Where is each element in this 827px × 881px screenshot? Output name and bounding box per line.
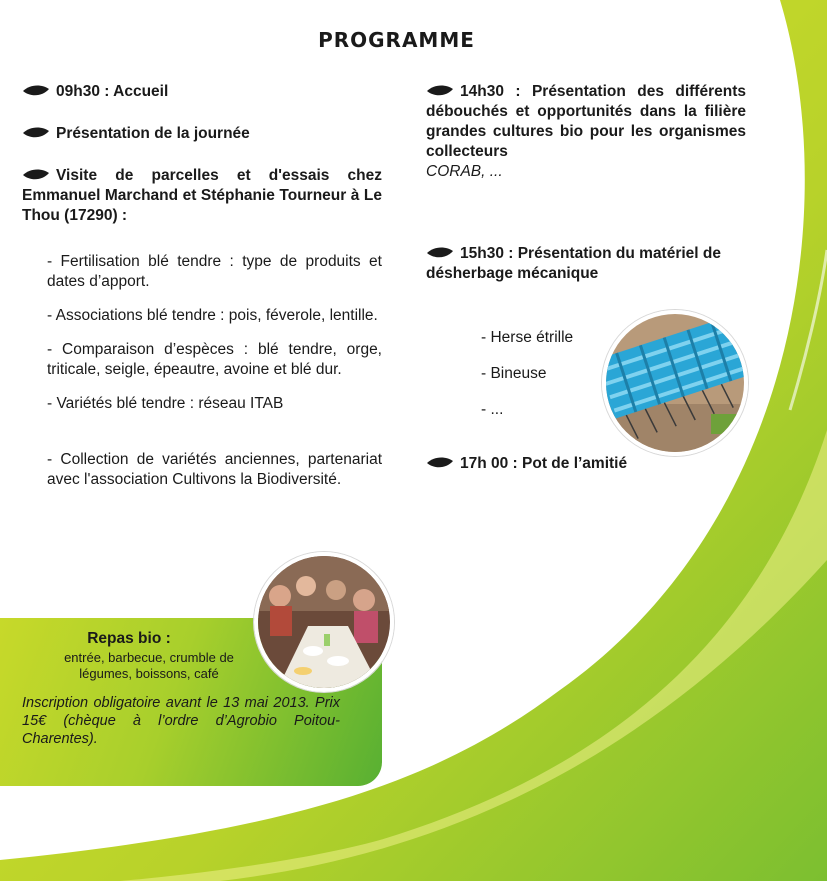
materiel-bineuse: - Bineuse	[481, 365, 547, 382]
agenda-item-1430	[426, 82, 746, 162]
agenda-item-accueil	[22, 82, 382, 102]
agenda-item-text: 17h 00 : Pot de l’amitié	[460, 455, 628, 472]
inscription-text: Inscription obligatoire avant le 13 mai 2013. Prix 15€ (chèque à l’ordre d’Agrobio Poitou-Charentes).	[22, 695, 340, 747]
sub-item-associations: - Associations blé tendre : pois, féverole, lentille.	[47, 307, 378, 324]
meal-illustration	[258, 556, 390, 688]
agenda-item-1700	[426, 454, 746, 474]
repas-title: Repas bio :	[87, 630, 171, 647]
leaf-bullet-icon	[426, 247, 454, 259]
materiel-etc: - ...	[481, 401, 504, 418]
leaf-bullet-icon	[22, 85, 50, 97]
repas-menu: entrée, barbecue, crumble de légumes, boissons, café	[64, 650, 234, 681]
page-title: PROGRAMME	[318, 28, 475, 52]
organisme-corab: CORAB, ...	[426, 163, 503, 180]
sub-item-collection: - Collection de variétés anciennes, partenariat avec l'association Cultivons la Biodiversité.	[47, 451, 382, 488]
leaf-bullet-icon	[22, 169, 50, 181]
agenda-item-text: 15h30 : Présentation du matériel de désherbage mécanique	[426, 245, 722, 282]
agenda-item-visite	[22, 166, 382, 226]
leaf-bullet-icon	[426, 85, 454, 97]
leaf-bullet-icon	[426, 457, 454, 469]
meal-photo	[254, 552, 394, 692]
left-column	[22, 82, 382, 490]
agenda-item-text: 14h30 : Présentation des différents débouchés et opportunités dans la filière grandes cultures bio pour les organismes collecteurs	[426, 83, 746, 160]
harrow-photo	[602, 310, 748, 456]
agenda-item-text: Présentation de la journée	[56, 125, 250, 142]
materiel-herse: - Herse étrille	[481, 329, 574, 346]
sub-item-varietes: - Variétés blé tendre : réseau ITAB	[47, 395, 284, 412]
agenda-item-1530	[426, 244, 746, 284]
sub-item-fertilisation: - Fertilisation blé tendre : type de produits et dates d’apport.	[47, 253, 382, 290]
leaf-bullet-icon	[22, 127, 50, 139]
agenda-item-text: 09h30 : Accueil	[56, 83, 169, 100]
sub-item-comparaison: - Comparaison d’espèces : blé tendre, orge, triticale, seigle, épeautre, avoine et blé dur.	[47, 341, 382, 378]
harrow-illustration	[606, 314, 744, 452]
agenda-item-presentation	[22, 124, 382, 144]
agenda-item-text: Visite de parcelles et d'essais chez Emmanuel Marchand et Stéphanie Tourneur à Le Thou (17290) :	[22, 167, 382, 224]
